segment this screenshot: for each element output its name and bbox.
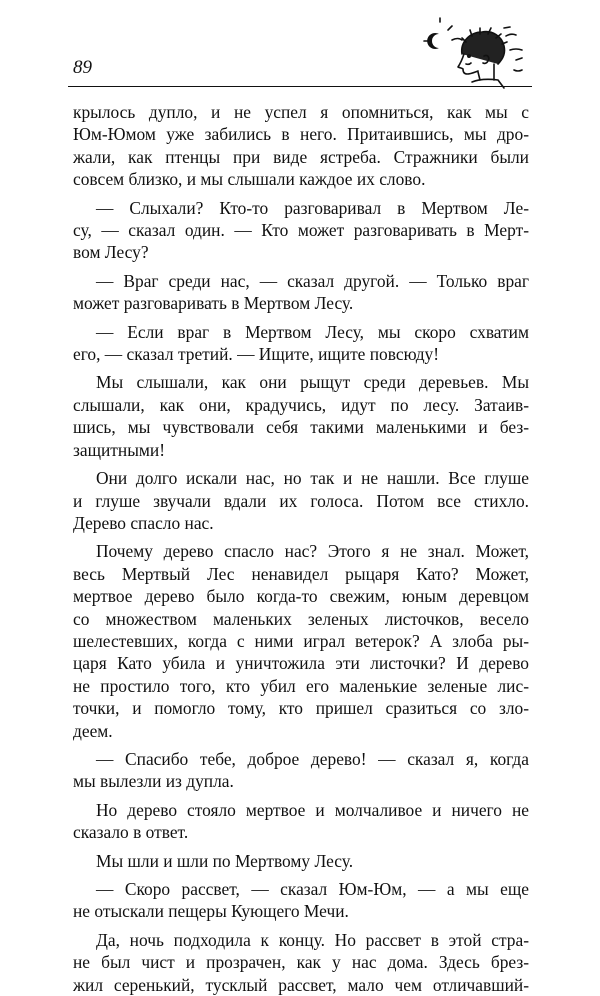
boy-with-moon-and-stars-icon — [420, 16, 535, 96]
text-line: совсем близко, и мы слышали каждое их слово. — [73, 169, 426, 190]
text-line: вом Лесу? — [73, 242, 149, 263]
page-number: 89 — [73, 57, 92, 78]
text-line: весь Мертвый Лес ненавидел рыцаря Като? Может, — [73, 563, 529, 584]
text-line: Дерево спасло нас. — [73, 512, 214, 533]
text-line: — Если враг в Мертвом Лесу, мы скоро схватим — [96, 321, 529, 342]
text-line: царя Като убила и уничтожила эти листочки? И дерево — [73, 653, 529, 674]
text-line: может разговаривать в Мертвом Лесу. — [73, 293, 354, 314]
text-line: Почему дерево спасло нас? Этого я не знал. Может, — [96, 541, 529, 562]
text-line: су, — сказал один. — Кто может разговаривать в Мерт- — [73, 220, 529, 241]
text-line: шись, мы чувствовали себя такими маленькими и без- — [73, 417, 529, 438]
text-line: Мы шли и шли по Мертвому Лесу. — [96, 850, 354, 871]
text-line: Да, ночь подходила к концу. Но рассвет в этой стра- — [96, 929, 529, 950]
text-line: шелестевших, когда с ними играл ветерок? А злоба ры- — [73, 630, 529, 651]
text-line: крылось дупло, и не успел я опомниться, как мы с — [73, 102, 529, 122]
text-line: его, — сказал третий. — Ищите, ищите повсюду! — [73, 344, 440, 365]
text-line: не был чист и прозрачен, как у нас дома. Здесь брез- — [73, 952, 529, 973]
text-line: слышали, как они, крадучись, идут по лесу. Затаив- — [73, 394, 529, 415]
text-line: защитными! — [73, 439, 165, 460]
text-line: — Скоро рассвет, — сказал Юм-Юм, — а мы еще — [96, 879, 529, 899]
text-line: Они долго искали нас, но так и не нашли. Все глуше — [96, 468, 529, 489]
text-line: Юм-Юмом уже забились в него. Притаившись, мы дро- — [73, 124, 529, 145]
text-line: Но дерево стояло мертвое и молчаливое и ничего не — [96, 799, 529, 820]
text-line: жали, как птенцы при виде ястреба. Стражники были — [73, 146, 529, 167]
text-line: деем. — [73, 720, 113, 741]
text-line: мертвое дерево было когда-то свежим, юным деревцом — [73, 586, 529, 607]
text-line: не простило того, кто убил его маленькие зеленые лис- — [73, 675, 529, 696]
text-line: и глуше звучали вдали их голоса. Потом все стихло. — [73, 490, 529, 511]
text-column — [73, 101, 529, 996]
text-line: — Враг среди нас, — сказал другой. — Только враг — [96, 270, 529, 291]
text-line: Мы слышали, как они рыщут среди деревьев. Мы — [96, 372, 529, 393]
text-line: не отыскали пещеры Кующего Мечи. — [73, 901, 349, 922]
text-line: — Слыхали? Кто-то разговаривал в Мертвом Ле- — [96, 197, 529, 218]
text-line: со множеством маленьких зеленых листочков, весело — [73, 608, 529, 629]
text-line: мы вылезли из дупла. — [73, 771, 234, 792]
text-line: точки, и помогло тому, кто пришел сразиться со зло- — [73, 698, 529, 719]
header-rule — [68, 86, 532, 87]
text-line: жил серенький, тусклый рассвет, мало чем отличавший- — [73, 974, 529, 995]
text-line: — Спасибо тебе, доброе дерево! — сказал я, когда — [96, 748, 529, 769]
text-line: сказало в ответ. — [73, 822, 189, 843]
